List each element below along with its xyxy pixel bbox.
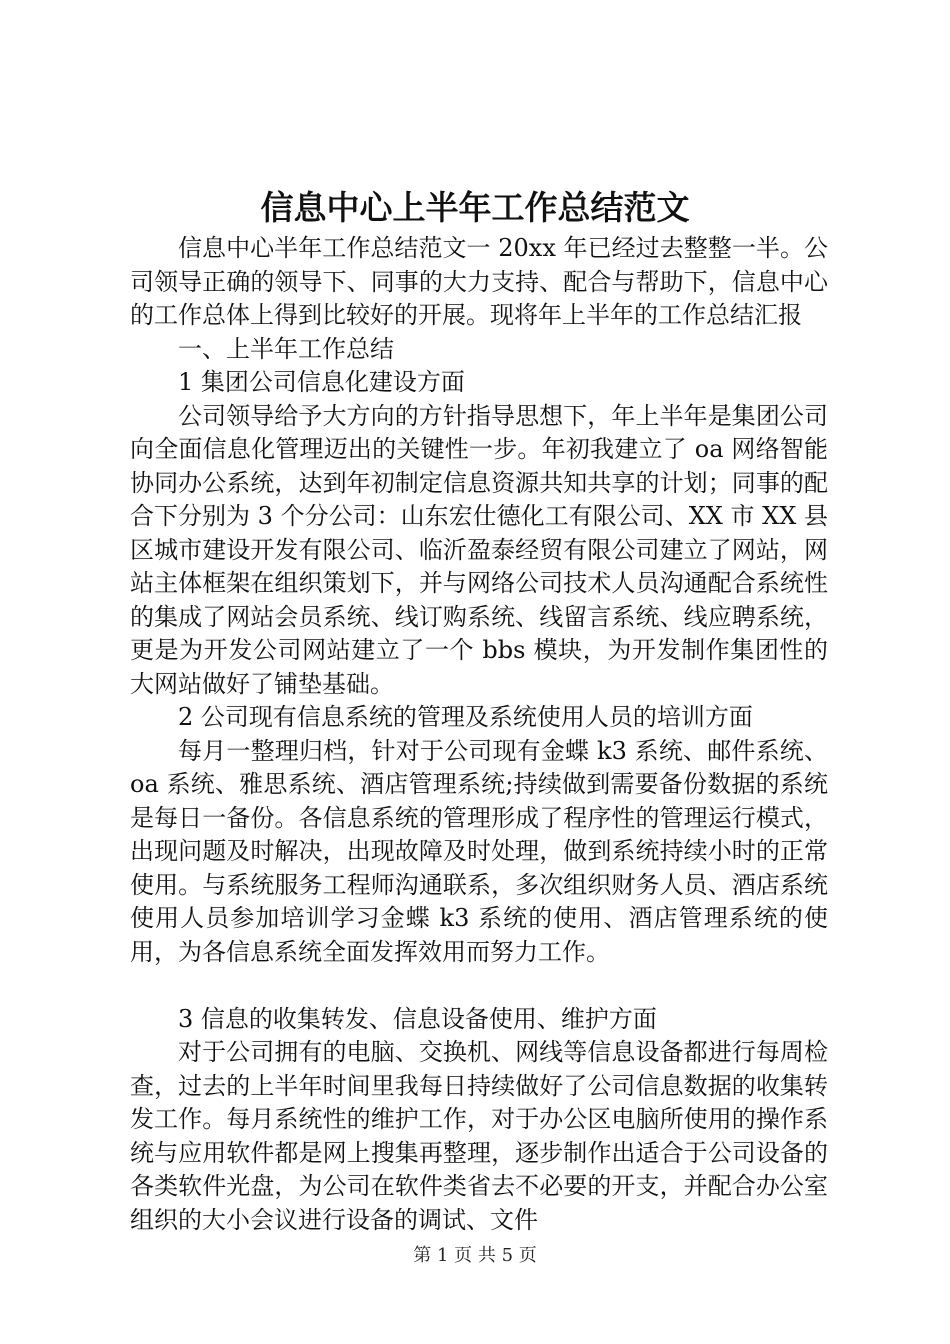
- subsection-heading-1: 1 集团公司信息化建设方面: [178, 368, 465, 396]
- subsection-heading-3: 3 信息的收集转发、信息设备使用、维护方面: [178, 1004, 657, 1033]
- paragraph-equipment-maintenance: 对于公司拥有的电脑、交换机、网线等信息设备都进行每周检查，过去的上半年时间里我每日持续做好了公司信息数据的收集转发工作。每月系统性的维护工作，对于办公区电脑所使用的操作系统与应用软件都是网上搜集再整理，逐步制作出适合于公司设备的各类软件光盘，为公司在软件类省去不必要的开支，并配合办公室组织的大小会议进行设备的调试、文件: [130, 1038, 828, 1234]
- paragraph-intro: 信息中心半年工作总结范文一 20xx 年已经过去整整一半。公司领导正确的领导下、同事的大力支持、配合与帮助下，信息中心的工作总体上得到比较好的开展。现将年上半年的工作总结汇报: [130, 234, 828, 329]
- page-footer: 第 1 页 共 5 页: [413, 1245, 537, 1266]
- document-title: 信息中心上半年工作总结范文: [260, 188, 690, 227]
- section-heading-1: 一、上半年工作总结: [178, 334, 394, 363]
- paragraph-informatization: 公司领导给予大方向的方针指导思想下，年上半年是集团公司向全面信息化管理迈出的关键性一步。年初我建立了 oa 网络智能协同办公系统，达到年初制定信息资源共知共享的计划；同事的配合下分别为 3 个分公司：山东宏仕德化工有限公司、XX 市 XX 县区城市建设开发有限公司、临沂盈泰经贸有限公司建立了网站，网站主体框架在组织策划下，并与网络公司技术人员沟通配合系统性的集成了网站会员系统、线订购系统、线留言系统、线应聘系统，更是为开发公司网站建立了一个 bbs 模块，为开发制作集团性的大网站做好了铺垫基础。: [130, 401, 828, 698]
- paragraph-system-management: 每月一整理归档，针对于公司现有金蝶 k3 系统、邮件系统、oa 系统、雅思系统、酒店管理系统;持续做到需要备份数据的系统是每日一备份。各信息系统的管理形成了程序性的管理运行模式，出现问题及时解决，出现故障及时处理，做到系统持续小时的正常使用。与系统服务工程师沟通联系，多次组织财务人员、酒店系统使用人员参加培训学习金蝶 k3 系统的使用、酒店管理系统的使用，为各信息系统全面发挥效用而努力工作。: [130, 736, 828, 966]
- document-body: [130, 232, 828, 1237]
- subsection-heading-2: 2 公司现有信息系统的管理及系统使用人员的培训方面: [178, 703, 753, 731]
